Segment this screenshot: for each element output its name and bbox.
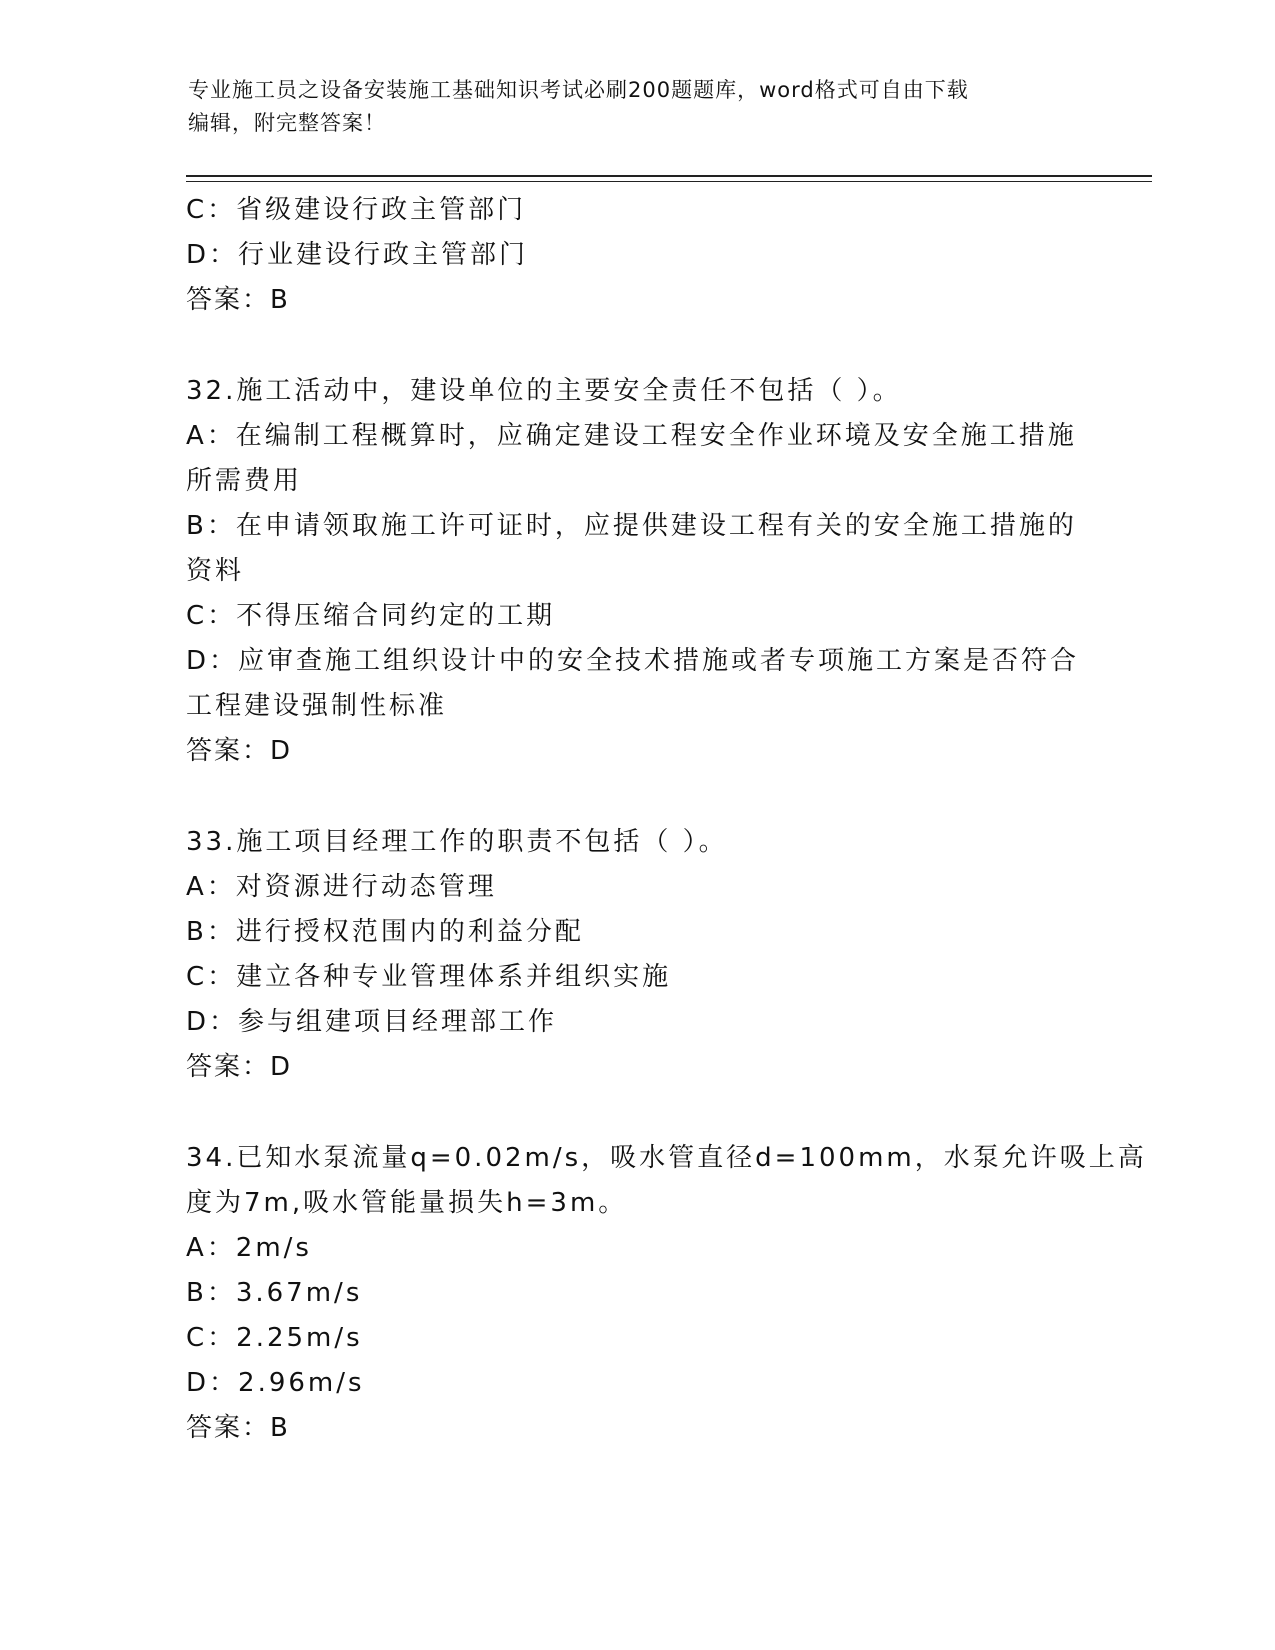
- header-rule-thin: [186, 181, 1152, 182]
- option-d: D：应审查施工组织设计中的安全技术措施或者专项施工方案是否符合: [186, 646, 1080, 676]
- option-c: C：2.25m/s: [186, 1323, 363, 1353]
- option-c: C：建立各种专业管理体系并组织实施: [186, 962, 672, 992]
- document-header: [188, 74, 1068, 140]
- header-rule-thick: [186, 175, 1152, 177]
- option-b: B：3.67m/s: [186, 1278, 363, 1308]
- answer: 答案：D: [186, 1052, 293, 1082]
- question-31-tail: [186, 188, 1086, 323]
- option-d: D：参与组建项目经理部工作: [186, 1007, 558, 1037]
- option-c: C：不得压缩合同约定的工期: [186, 601, 556, 631]
- option-a: A：对资源进行动态管理: [186, 872, 497, 902]
- option-a-cont: 所需费用: [186, 466, 303, 496]
- option-b: B：进行授权范围内的利益分配: [186, 917, 584, 947]
- option-a: A：2m/s: [186, 1233, 312, 1263]
- option-d: D：行业建设行政主管部门: [186, 240, 529, 270]
- document-body: [186, 188, 1147, 1451]
- header-line-2: 编辑，附完整答案！: [188, 111, 386, 135]
- question-text: 33.施工项目经理工作的职责不包括（ ）。: [186, 827, 728, 857]
- question-text: 34.已知水泵流量q=0.02m/s，吸水管直径d=100mm，水泵允许吸上高: [186, 1143, 1147, 1173]
- question-32: [186, 369, 1086, 774]
- question-34: [186, 1136, 1147, 1451]
- answer: 答案：B: [186, 1413, 290, 1443]
- option-b-cont: 资料: [186, 556, 245, 586]
- option-c: C：省级建设行政主管部门: [186, 195, 527, 225]
- question-text: 32.施工活动中，建设单位的主要安全责任不包括（ ）。: [186, 376, 902, 406]
- option-d: D：2.96m/s: [186, 1368, 365, 1398]
- question-33: [186, 820, 1086, 1090]
- header-line-1: 专业施工员之设备安装施工基础知识考试必刷200题题库，word格式可自由下载: [188, 78, 969, 102]
- option-a: A：在编制工程概算时，应确定建设工程安全作业环境及安全施工措施: [186, 421, 1077, 451]
- answer: 答案：B: [186, 285, 290, 315]
- option-b: B：在申请领取施工许可证时，应提供建设工程有关的安全施工措施的: [186, 511, 1077, 541]
- question-text-cont: 度为7m,吸水管能量损失h=3m。: [186, 1188, 628, 1218]
- answer: 答案：D: [186, 736, 293, 766]
- option-d-cont: 工程建设强制性标准: [186, 691, 448, 721]
